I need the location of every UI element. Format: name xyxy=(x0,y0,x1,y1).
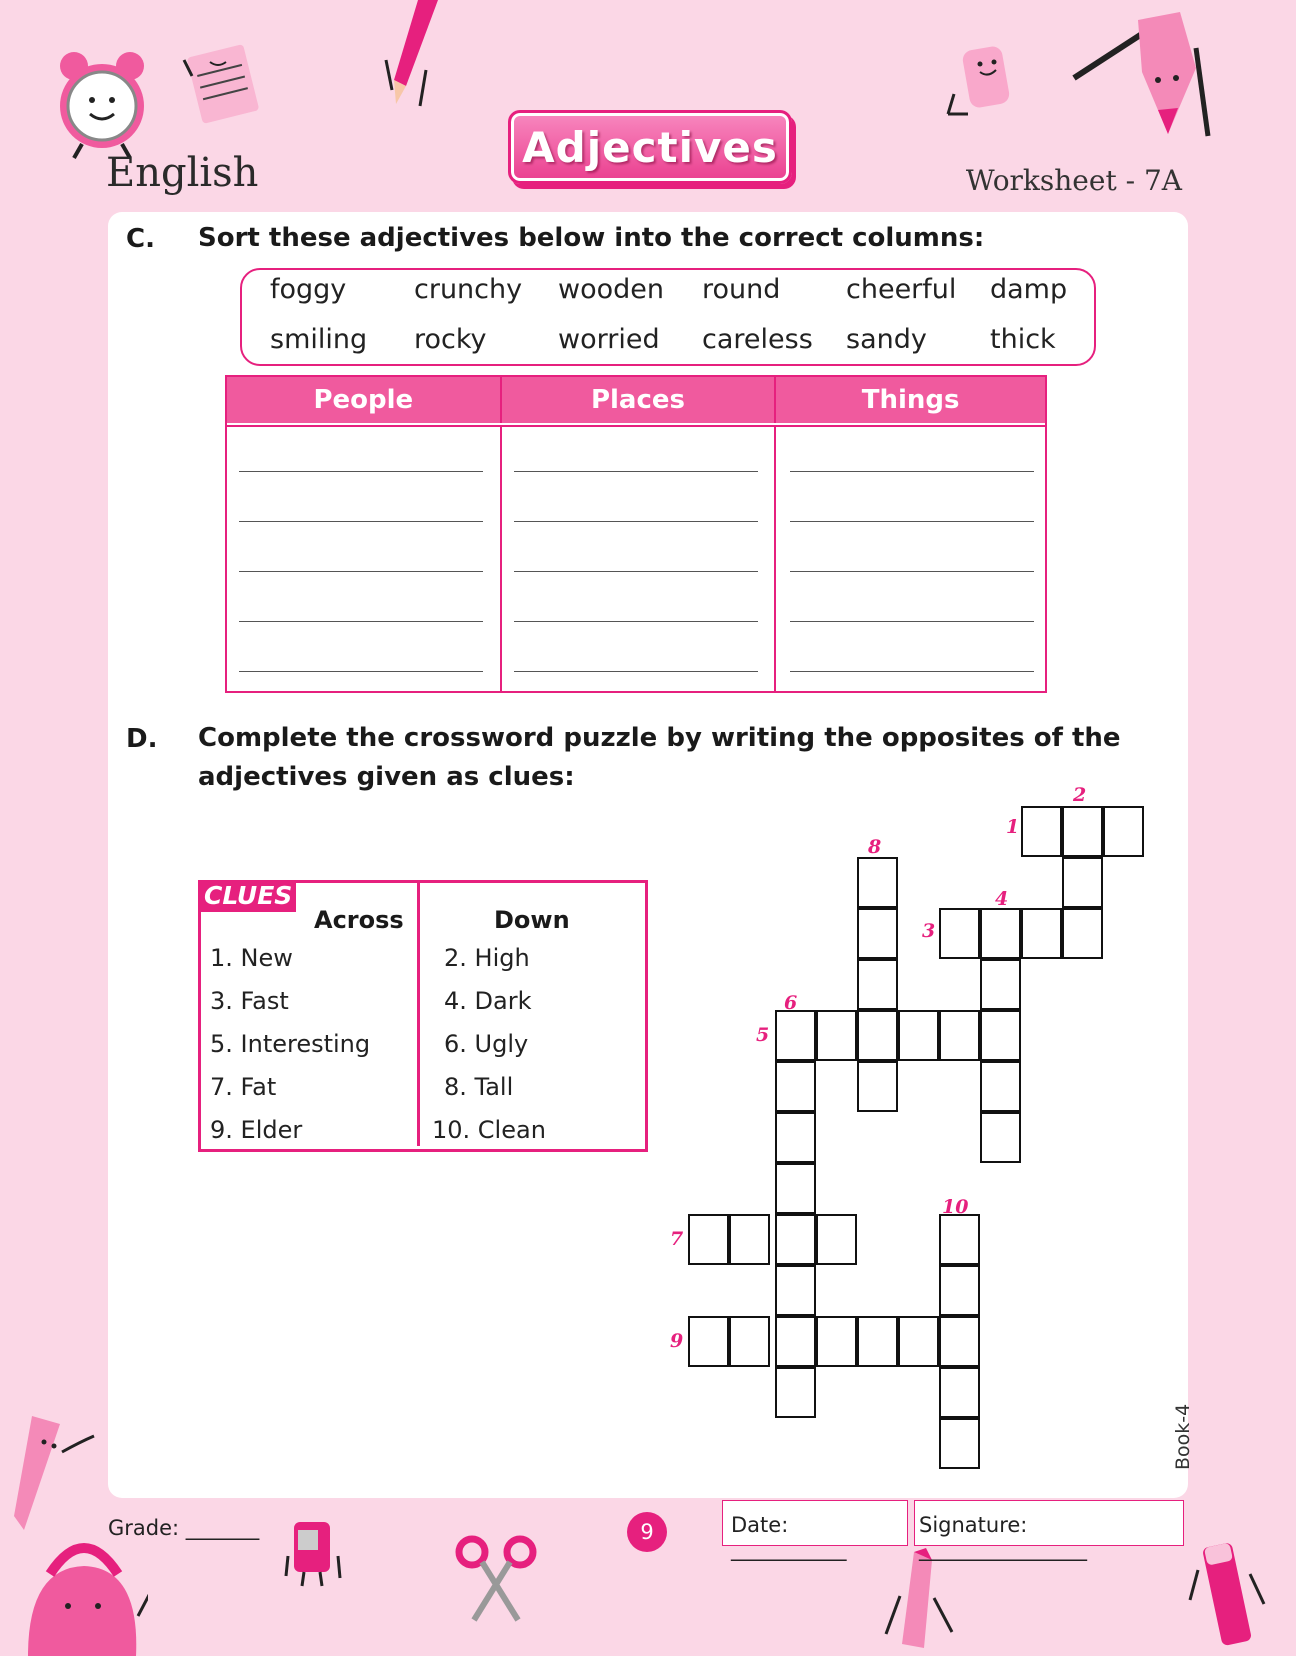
crossword-cell[interactable] xyxy=(1021,806,1062,857)
crossword-cell[interactable] xyxy=(1062,857,1103,908)
answer-line[interactable] xyxy=(514,571,758,572)
crossword-number: 1 xyxy=(1006,816,1020,838)
crossword-number: 7 xyxy=(670,1228,684,1250)
answer-line[interactable] xyxy=(514,471,758,472)
ruler-icon xyxy=(10,1412,100,1532)
notepad-icon xyxy=(178,40,268,128)
down-heading: Down xyxy=(494,906,570,934)
down-clue: 10. Clean xyxy=(432,1116,546,1144)
grade-field[interactable]: Grade: _______ xyxy=(108,1516,260,1540)
section-c-instruction: Sort these adjectives below into the correct columns: xyxy=(198,223,985,253)
signature-field[interactable]: Signature: ________________ xyxy=(919,1513,1087,1561)
crossword-number: 6 xyxy=(784,992,798,1014)
crossword-cell[interactable] xyxy=(775,1367,816,1418)
answer-line[interactable] xyxy=(239,671,483,672)
crossword-cell[interactable] xyxy=(775,1265,816,1316)
clues-label: CLUES xyxy=(198,880,296,912)
word-bank-word: rocky xyxy=(414,324,487,355)
word-bank-word: sandy xyxy=(846,324,927,355)
page-number: 9 xyxy=(627,1512,667,1552)
worksheet-title: Adjectives xyxy=(522,122,778,172)
down-clue: 8. Tall xyxy=(444,1073,514,1101)
crossword-number: 10 xyxy=(942,1196,969,1218)
book-label: Book-4 xyxy=(1172,1403,1194,1470)
crossword-cell[interactable] xyxy=(775,1316,816,1367)
crossword-cell[interactable] xyxy=(857,1061,898,1112)
crossword-cell[interactable] xyxy=(980,1061,1021,1112)
answer-line[interactable] xyxy=(239,471,483,472)
crossword-cell[interactable] xyxy=(939,1367,980,1418)
answer-line[interactable] xyxy=(514,671,758,672)
places-column xyxy=(502,427,777,691)
crossword-cell[interactable] xyxy=(1103,806,1144,857)
alarm-clock-icon xyxy=(52,44,152,162)
clues-divider xyxy=(417,880,420,1146)
answer-line[interactable] xyxy=(514,621,758,622)
across-clue: 3. Fast xyxy=(210,987,289,1015)
crossword-cell[interactable] xyxy=(729,1316,770,1367)
word-bank-word: crunchy xyxy=(414,274,523,305)
crossword-cell[interactable] xyxy=(688,1214,729,1265)
section-d-instruction-line2: adjectives given as clues: xyxy=(198,762,575,792)
worksheet-title-badge xyxy=(508,110,792,184)
across-clue: 7. Fat xyxy=(210,1073,277,1101)
pencil-icon xyxy=(380,0,450,110)
subject-label: English xyxy=(106,150,259,196)
crossword-cell[interactable] xyxy=(1062,806,1103,857)
crossword-cell[interactable] xyxy=(775,1061,816,1112)
pen-icon xyxy=(884,1548,956,1656)
crossword-number: 4 xyxy=(995,888,1009,910)
answer-line[interactable] xyxy=(790,571,1034,572)
crossword-cell[interactable] xyxy=(980,1010,1021,1061)
clues-box xyxy=(198,880,648,1152)
crossword-cell[interactable] xyxy=(775,1010,816,1061)
crossword-number: 3 xyxy=(922,920,936,942)
sharpener-icon xyxy=(284,1516,344,1588)
answer-line[interactable] xyxy=(790,621,1034,622)
word-bank-word: damp xyxy=(990,274,1068,305)
crossword-number: 5 xyxy=(756,1024,770,1046)
crossword-cell[interactable] xyxy=(857,1010,898,1061)
eraser-icon xyxy=(944,44,1024,120)
column-header-places: Places xyxy=(502,377,777,423)
crossword-number: 2 xyxy=(1073,784,1087,806)
word-bank-word: wooden xyxy=(558,274,664,305)
crossword-cell[interactable] xyxy=(1062,908,1103,959)
section-d-letter: D. xyxy=(126,724,158,754)
date-field[interactable]: Date: ___________ xyxy=(731,1513,847,1561)
crossword-cell[interactable] xyxy=(775,1214,816,1265)
crossword-cell[interactable] xyxy=(898,1316,939,1367)
crossword-cell[interactable] xyxy=(898,1010,939,1061)
word-bank-word: smiling xyxy=(270,324,368,355)
crossword-number: 8 xyxy=(868,836,882,858)
answer-line[interactable] xyxy=(239,621,483,622)
crossword-cell[interactable] xyxy=(939,1010,980,1061)
crossword-cell[interactable] xyxy=(980,959,1021,1010)
crossword-cell[interactable] xyxy=(857,959,898,1010)
crossword-cell[interactable] xyxy=(1021,908,1062,959)
word-bank-word: cheerful xyxy=(846,274,957,305)
across-clue: 1. New xyxy=(210,944,293,972)
crossword-cell[interactable] xyxy=(816,1214,857,1265)
word-bank-word: worried xyxy=(558,324,660,355)
answer-line[interactable] xyxy=(790,671,1034,672)
word-bank-word: careless xyxy=(702,324,813,355)
crossword-cell[interactable] xyxy=(939,1214,980,1265)
signature-box xyxy=(914,1500,1184,1561)
column-header-people: People xyxy=(227,377,502,423)
word-bank-word: round xyxy=(702,274,781,305)
answer-line[interactable] xyxy=(790,521,1034,522)
crossword-cell[interactable] xyxy=(939,1265,980,1316)
date-box xyxy=(722,1500,908,1561)
crossword-cell[interactable] xyxy=(857,908,898,959)
crossword-cell[interactable] xyxy=(688,1316,729,1367)
crossword-cell[interactable] xyxy=(939,1316,980,1367)
things-column xyxy=(776,427,1045,691)
across-clue: 9. Elder xyxy=(210,1116,303,1144)
people-column xyxy=(227,427,502,691)
crossword-cell[interactable] xyxy=(729,1214,770,1265)
crossword-cell[interactable] xyxy=(816,1316,857,1367)
across-heading: Across xyxy=(314,906,404,934)
column-header-things: Things xyxy=(776,377,1045,423)
down-clue: 6. Ugly xyxy=(444,1030,529,1058)
crossword-cell[interactable] xyxy=(857,857,898,908)
word-bank-word: thick xyxy=(990,324,1056,355)
answer-line[interactable] xyxy=(239,521,483,522)
crossword-number: 9 xyxy=(670,1330,684,1352)
crossword-cell[interactable] xyxy=(980,1112,1021,1163)
pencil-character-icon xyxy=(1068,8,1218,138)
answer-line[interactable] xyxy=(239,571,483,572)
section-d-instruction-line1: Complete the crossword puzzle by writing the opposites of the xyxy=(198,723,1121,753)
crossword-cell[interactable] xyxy=(939,908,980,959)
down-clue: 4. Dark xyxy=(444,987,532,1015)
section-c-letter: C. xyxy=(126,224,155,254)
down-clue: 2. High xyxy=(444,944,530,972)
word-bank xyxy=(240,268,1096,366)
answer-line[interactable] xyxy=(514,521,758,522)
worksheet-number: Worksheet - 7A xyxy=(965,164,1182,197)
across-clue: 5. Interesting xyxy=(210,1030,371,1058)
crossword-cell[interactable] xyxy=(939,1418,980,1469)
crossword-cell[interactable] xyxy=(857,1316,898,1367)
crossword-cell[interactable] xyxy=(980,908,1021,959)
crossword-cell[interactable] xyxy=(775,1112,816,1163)
answer-line[interactable] xyxy=(790,471,1034,472)
word-bank-word: foggy xyxy=(270,274,347,305)
crossword-cell[interactable] xyxy=(816,1010,857,1061)
sort-table xyxy=(225,375,1047,693)
scissors-icon xyxy=(454,1534,538,1624)
crossword-cell[interactable] xyxy=(775,1163,816,1214)
pen-icon xyxy=(1188,1540,1268,1656)
